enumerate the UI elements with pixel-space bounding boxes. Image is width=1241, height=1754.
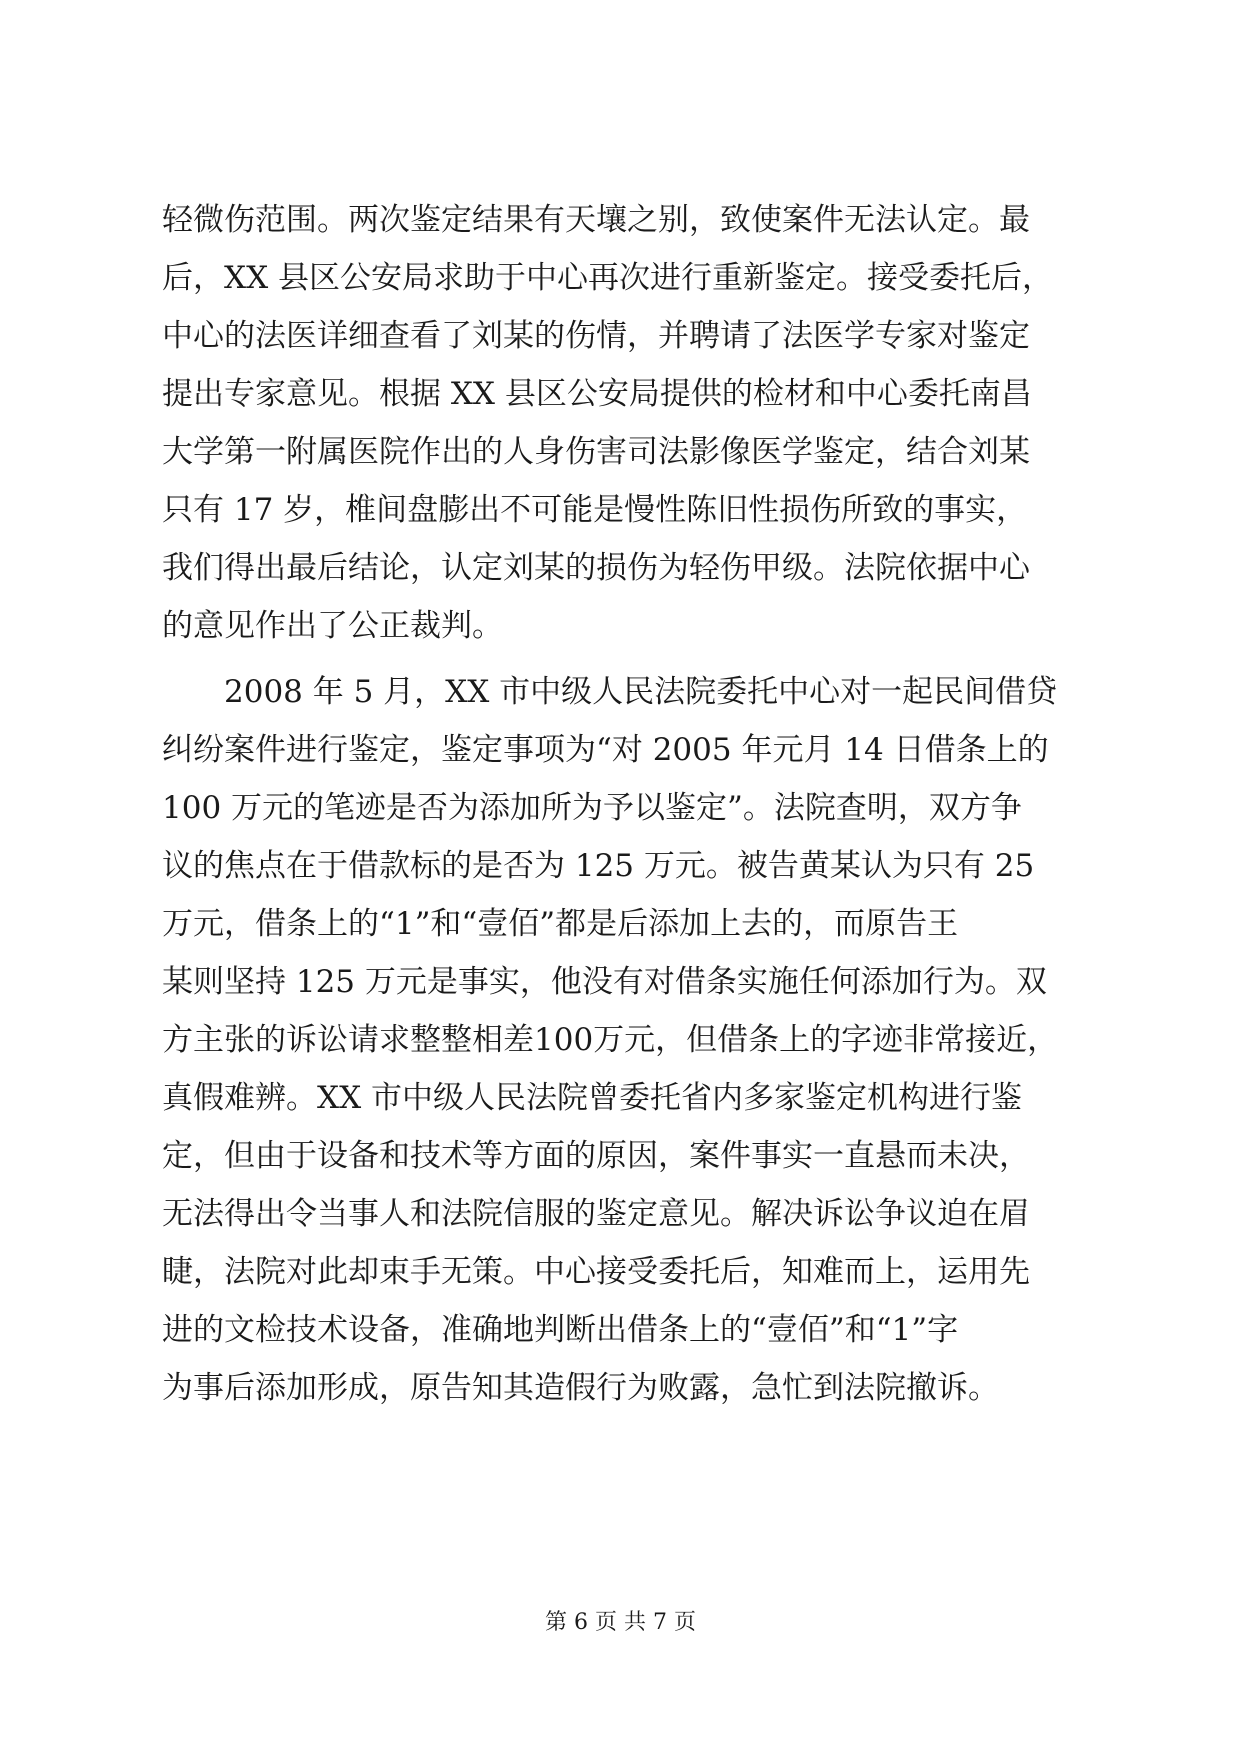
text-line: 方主张的诉讼请求整整相差100万元，但借条上的字迹非常接近， [162,1022,1059,1058]
text-line: 后，XX 县区公安局求助于中心再次进行重新鉴定。接受委托后， [162,260,1053,296]
text-line: 无法得出令当事人和法院信服的鉴定意见。解决诉讼争议迫在眉 [162,1196,1030,1232]
page-footer: 第 6 页 共 7 页 [545,1610,696,1635]
text-line: 提出专家意见。根据 XX 县区公安局提供的检材和中心委托南昌 [162,376,1032,412]
text-line: 睫，法院对此却束手无策。中心接受委托后，知难而上，运用先 [162,1254,1030,1290]
text-line: 进的文检技术设备，准确地判断出借条上的“壹佰”和“1”字 [162,1312,959,1348]
text-line: 我们得出最后结论，认定刘某的损伤为轻伤甲级。法院依据中心 [162,550,1030,586]
text-line: 100 万元的笔迹是否为添加所为予以鉴定”。法院查明，双方争 [162,790,1022,826]
text-line: 真假难辨。XX 市中级人民法院曾委托省内多家鉴定机构进行鉴 [162,1080,1022,1116]
text-line: 只有 17 岁，椎间盘膨出不可能是慢性陈旧性损伤所致的事实， [162,492,1028,528]
text-line: 轻微伤范围。两次鉴定结果有天壤之别，致使案件无法认定。最 [162,202,1030,238]
text-line: 2008 年 5 月，XX 市中级人民法院委托中心对一起民间借贷 [224,674,1058,710]
text-line: 某则坚持 125 万元是事实，他没有对借条实施任何添加行为。双 [162,964,1047,1000]
text-line: 纠纷案件进行鉴定，鉴定事项为“对 2005 年元月 14 日借条上的 [162,732,1049,768]
text-line: 大学第一附属医院作出的人身伤害司法影像医学鉴定，结合刘某 [162,434,1030,470]
text-line: 中心的法医详细查看了刘某的伤情，并聘请了法医学专家对鉴定 [162,318,1030,354]
text-line: 定，但由于设备和技术等方面的原因，案件事实一直悬而未决， [162,1138,1030,1174]
text-line: 万元，借条上的“1”和“壹佰”都是后添加上去的，而原告王 [162,906,959,942]
text-line: 议的焦点在于借款标的是否为 125 万元。被告黄某认为只有 25 [162,848,1035,884]
text-line: 为事后添加形成，原告知其造假行为败露，急忙到法院撤诉。 [162,1370,999,1406]
text-line: 的意见作出了公正裁判。 [162,608,503,644]
